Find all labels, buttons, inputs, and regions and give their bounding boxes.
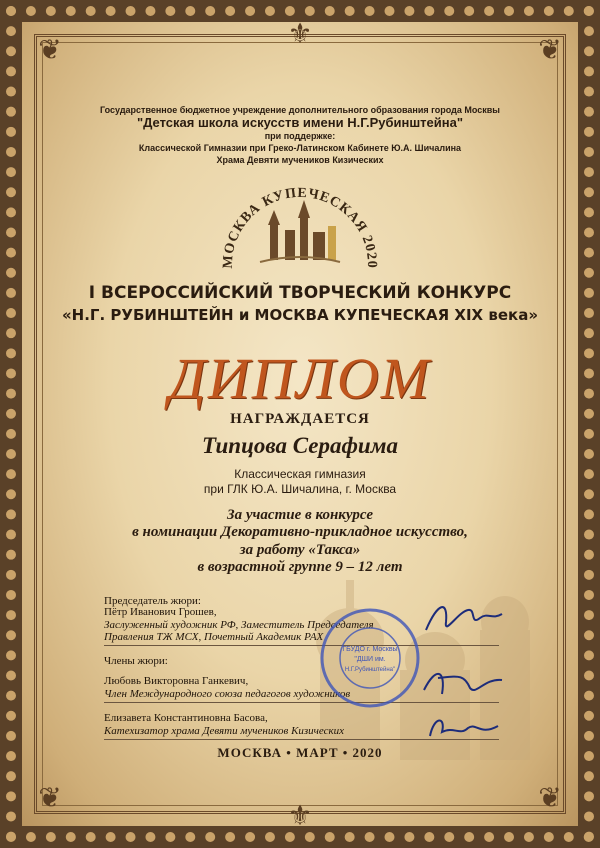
jury-member2-name: Елизавета Константиновна Басова, bbox=[104, 712, 268, 724]
top-fleur-icon: ⚜ bbox=[287, 17, 313, 50]
contest-subtitle: «Н.Г. РУБИНШТЕЙН и МОСКВА КУПЕЧЕСКАЯ XIX века» bbox=[61, 306, 539, 324]
stamp-text: "ДШИ им. bbox=[354, 656, 386, 663]
jury-chair-name: Пётр Иванович Грошев, bbox=[104, 606, 217, 618]
signature-line bbox=[104, 645, 499, 646]
signature-chair bbox=[418, 592, 508, 640]
jury-member2-title: Катехизатор храма Девяти мучеников Кизических bbox=[104, 725, 345, 737]
header-church: Храма Девяти мучеников Кизических bbox=[216, 155, 384, 165]
school-line2: при ГЛК Ю.А. Шичалина, г. Москва bbox=[203, 482, 397, 496]
corner-ornament-icon: ❦ bbox=[538, 781, 562, 814]
official-stamp bbox=[318, 606, 422, 710]
jury-chair-label: Председатель жюри: bbox=[104, 595, 201, 607]
reason-line3: за работу «Такса» bbox=[239, 542, 361, 558]
header-institution: Государственное бюджетное учреждение дополнительного образования города Москвы bbox=[100, 105, 500, 115]
reason-line1: За участие в конкурсе bbox=[227, 507, 373, 523]
jury-chair-title2: Правления ТЖ МСХ, Почетный Академик РАХ bbox=[104, 631, 324, 643]
jury-member1-title: Член Международного союза педагогов художников bbox=[104, 688, 351, 700]
jury-members-label: Члены жюри: bbox=[104, 655, 168, 667]
awarded-label: НАГРАЖДАЕТСЯ bbox=[230, 411, 370, 427]
header-support: при поддержке: bbox=[264, 131, 336, 141]
contest-logo bbox=[210, 170, 390, 280]
jury-chair-title1: Заслуженный художник РФ, Заместитель Председателя bbox=[104, 619, 374, 631]
header-school-name: "Детская школа искусств имени Н.Г.Рубинштейна" bbox=[136, 115, 464, 130]
corner-ornament-icon: ❦ bbox=[38, 781, 62, 814]
bottom-fleur-icon: ⚜ bbox=[287, 799, 313, 832]
diploma-title: ДИПЛОМ bbox=[168, 346, 432, 411]
signature-member2 bbox=[424, 706, 504, 746]
school-line1: Классическая гимназия bbox=[234, 467, 366, 481]
jury-member1-name: Любовь Викторовна Ганкевич, bbox=[104, 675, 249, 687]
recipient-name: Типцова Серафима bbox=[202, 433, 398, 458]
stamp-text: ГБУДО г. Москвы bbox=[342, 646, 398, 653]
logo-arc-text: МОСКВА КУПЕЧЕСКАЯ 2020 bbox=[220, 185, 380, 269]
corner-ornament-icon: ❦ bbox=[538, 33, 562, 66]
reason-line4: в возрастной группе 9 – 12 лет bbox=[197, 559, 403, 575]
reason-line2: в номинации Декоративно-прикладное искусство, bbox=[132, 524, 468, 540]
contest-title: I ВСЕРОССИЙСКИЙ ТВОРЧЕСКИЙ КОНКУРС bbox=[88, 283, 512, 303]
corner-ornament-icon: ❦ bbox=[38, 33, 62, 66]
header-gymnasium: Классической Гимназии при Греко-Латинском Кабинете Ю.А. Шичалина bbox=[138, 143, 462, 153]
footer-place-date: МОСКВА • МАРТ • 2020 bbox=[217, 745, 383, 760]
signature-member1 bbox=[418, 660, 508, 704]
stamp-text: Н.Г.Рубинштейна" bbox=[344, 667, 396, 673]
